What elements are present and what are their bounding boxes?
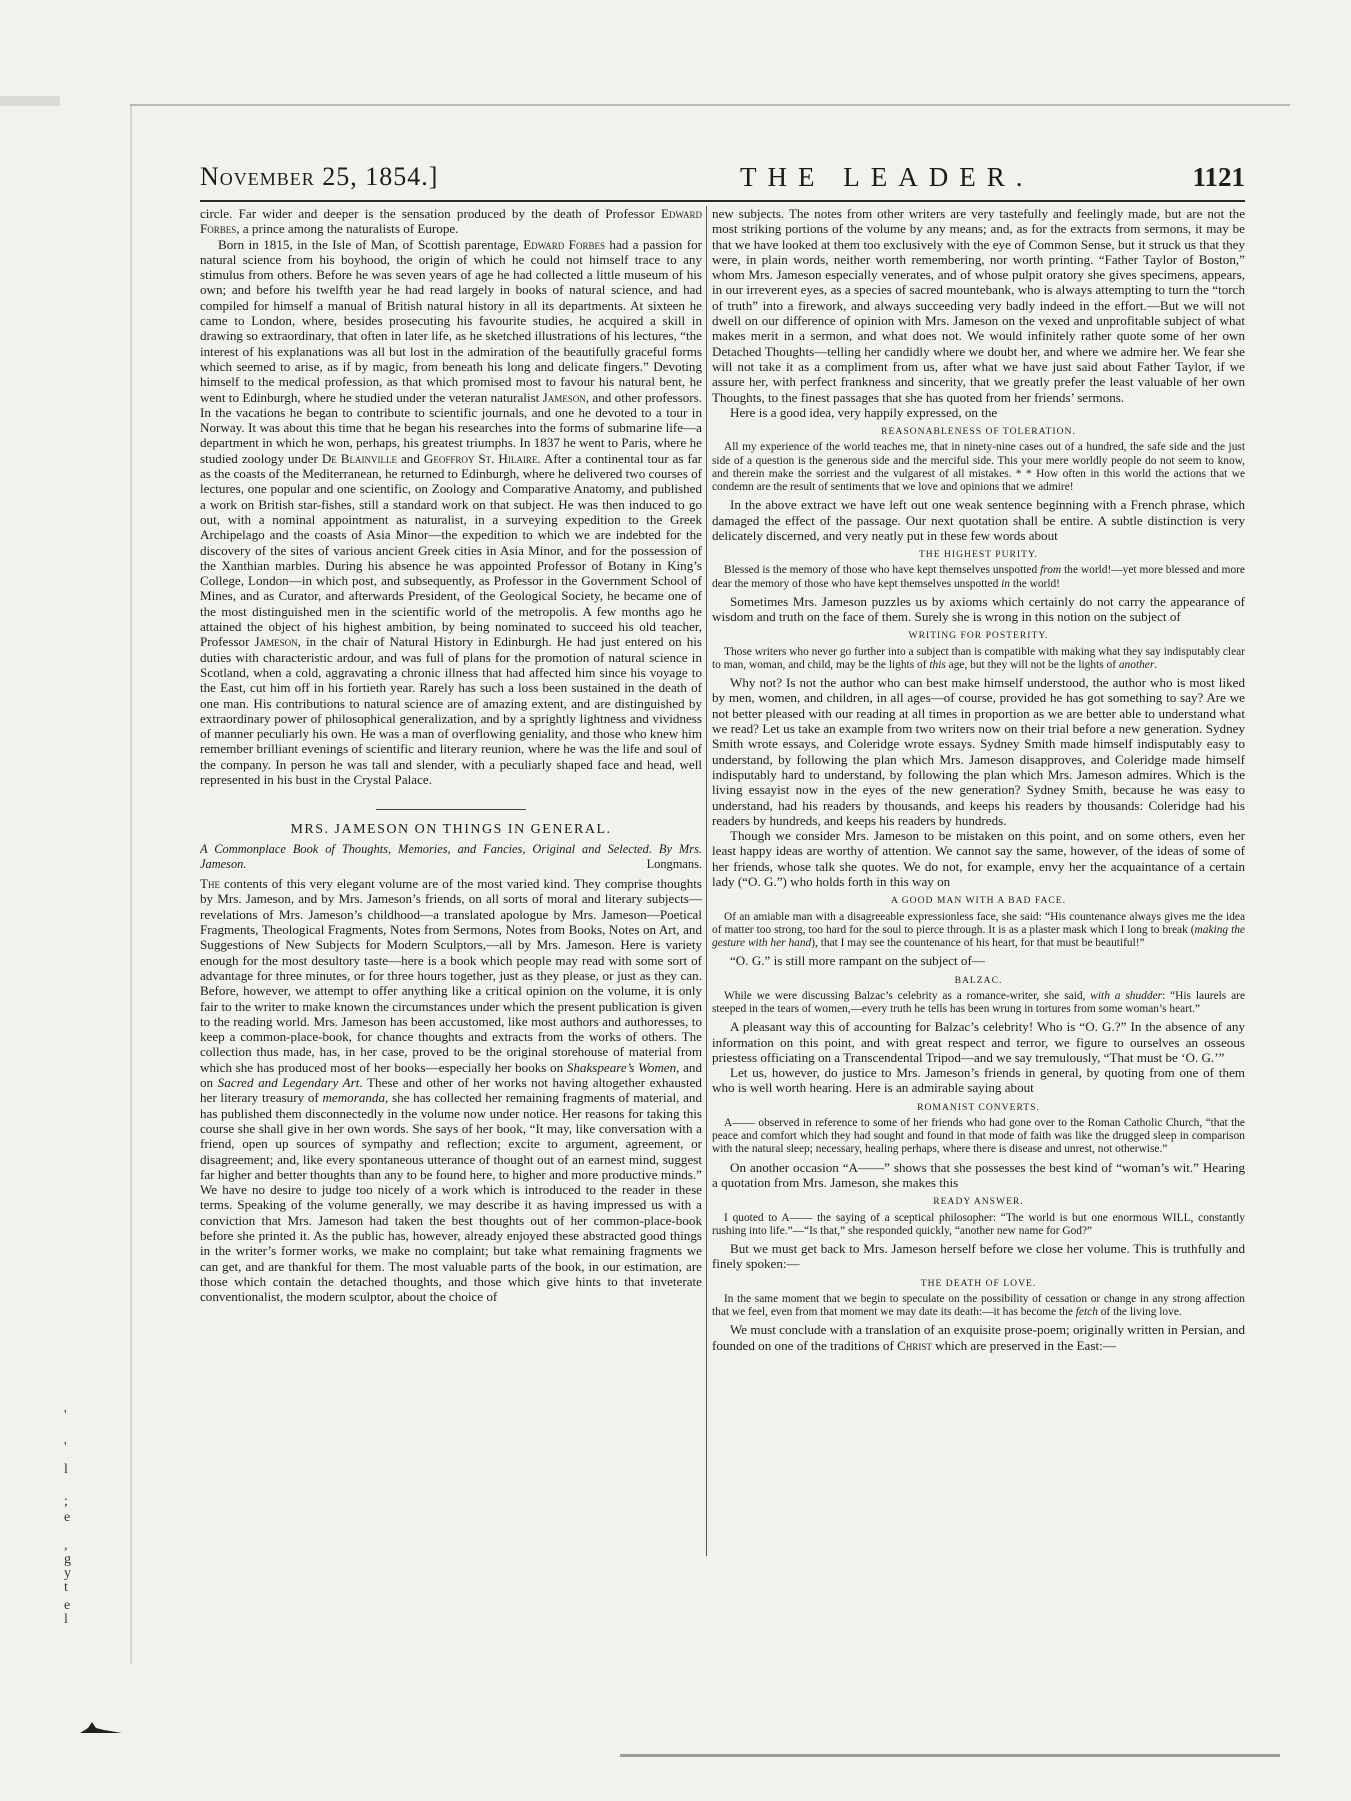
- publisher: Longmans.: [646, 856, 702, 871]
- scan-artifact: [620, 1754, 1280, 1757]
- issue-date: November 25, 1854.]: [200, 162, 439, 191]
- paragraph: In the above extract we have left out one weak sentence beginning with a French phrase, which damaged the effect of the passage. Our next quotation shall be entire. A subtle distinction is very delicately discerned, and very neatly put in these few words about: [712, 497, 1245, 543]
- paragraph: Though we consider Mrs. Jameson to be mistaken on this point, and on some others, even her least happy ideas are worthy of attention. We cannot say the same, however, of the ideas of some of her friends, whose talk she quotes. We do not, for example, envy her the acquaintance of a certain lady (“O. G.”) who holds forth in this way on: [712, 828, 1245, 890]
- extract: All my experience of the world teaches me, that in ninety-nine cases out of a hundred, the safe side and the just side of a question is the generous side and the merciful side. This your mere worldly people do not seem to know, and therein make the sorriest and the vulgarest of all mistakes. * * How often in this world the actions that we condemn are the result of sentiments that we love and opinions that we admire!: [712, 441, 1245, 494]
- paragraph: circle. Far wider and deeper is the sensation produced by the death of Professor Edward Forbes, a prince among the naturalists of Europe.: [200, 206, 702, 237]
- paragraph: Here is a good idea, very happily expressed, on the: [730, 404, 998, 420]
- header-rule: [200, 200, 1245, 202]
- paragraph: “O. G.” is still more rampant on the subject of—: [730, 953, 985, 969]
- paragraph: Born in 1815, in the Isle of Man, of Scottish parentage, Edward Forbes had a passion for natural science from his boyhood, the origin of which he could not himself trace to any stimulus from others. Before he was seven years of age he had collected a little museum of his own; and before his twelfth year he had read largely in books of natural science, and had compiled for himself a manual of British natural history in all its departments. At sixteen he came to London, where, besides prosecuting his favourite studies, he acquired a skill in drawing so extraordinary, that often in later life, as he sketched illustrations of his lectures, “the interest of his explanations was all but lost in the admiration of the beautifully graceful forms which seemed to arise, as if by magic, from beneath his long and delicate fingers.” Devoting himself to the medical profession, as that which promised most to favour his natural bent, he went to Edinburgh, where he studied under the veteran naturalist Jameson, and other professors. In the vacations he began to contribute to scientific journals, and one he devoted to a tour in Norway. It was about this time that he began his researches into the forms of submarine life—a department in which he won, perhaps, his greatest triumphs. In 1837 he went to Paris, where he studied zoology under De Blainville and Geoffroy St. Hilaire. After a continental tour as far as the coasts of the Mediterranean, he returned to Edinburgh, where he delivered two courses of lectures, one popular and one scientific, on Zoology and Comparative Anatomy, and published a work on British star-fishes, still a standard work on that subject. He was then induced to go out, with a nominal appointment as naturalist, in a surveying expedition to the Greek Archipelago and the coasts of Asia Minor—the expedition to which we are indebted for the discovery of the sites of various ancient Greek cities in Asia Minor, and for the possession of the Xanthian marbles. During his absence he was appointed Professor of Botany in King’s College, London—in which post, and subsequently, as Professor in the Government School of Mines, and as Curator, and afterwards President, of the Geological Society, he became one of the most distinguished men in the scientific world of the metropolis. A few months ago he attained the object of his highest ambition, by being nominated to succeed his old teacher, Professor Jameson, in the chair of Natural History in Edinburgh. He had just entered on his duties with characteristic ardour, and was full of plans for the promotion of natural science in Scotland, when a cold, aggravating a chronic illness that had affected him since his voyage to the East, cut him off in his fortieth year. Rarely has such a loss been sustained in the death of one man. His contributions to natural science are of amazing extent, and are distinguished by extraordinary power of philosophical generalization, and by a sprightly lightness and vividness of manner peculiarly his own. He was a man of overflowing geniality, and those who knew him remember brilliant evenings of scientific and literary reunion, where he was the life and soul of the company. In person he was tall and slender, with a peculiarly shaped face and head, well represented in his bust in the Crystal Palace.: [200, 236, 702, 787]
- extract-heading: READY ANSWER.: [933, 1196, 1024, 1208]
- extract-heading: THE HIGHEST PURITY.: [918, 549, 1039, 561]
- margin-char: g: [64, 1552, 71, 1567]
- paragraph: But we must get back to Mrs. Jameson herself before we close her volume. This is truthfully and finely spoken:—: [712, 1240, 1245, 1272]
- article-title: MRS. JAMESON ON THINGS IN GENERAL.: [290, 822, 612, 838]
- paragraph: Sometimes Mrs. Jameson puzzles us by axioms which certainly do not carry the appearance of wisdom and truth on the face of them. Surely she is wrong in this notion on the subject of: [712, 593, 1245, 625]
- extract: Those writers who never go further into a subject than is compatible with making what they say indisputably clear to man, woman, and child, may be the lights of this age, but they will not be the lights of another.: [712, 645, 1245, 671]
- margin-char: e: [64, 1510, 71, 1525]
- extract: Of an amiable man with a disagreeable expressionless face, she said: “His countenance always gives me the idea of matter too strong, too hard for the soul to pierce through. It is as a plaster mask which I long to break (making the gesture with her hand), that I may see the countenance of his heart, for that must be beautiful!”: [712, 910, 1245, 950]
- margin-char: l: [64, 1612, 68, 1627]
- left-column: [200, 206, 702, 1561]
- extract-heading: BALZAC.: [954, 974, 1003, 986]
- section-divider: [376, 809, 526, 810]
- margin-char: ': [64, 1440, 67, 1455]
- scan-artifact: [130, 104, 132, 1664]
- paragraph: A pleasant way this of accounting for Balzac’s celebrity! Who is “O. G.?” In the absence of any information on this point, and with great respect and terror, we figure to ourselves an osseous priestess officiating on a Transcendental Tripod—and we say tremulously, “That must be ‘O. G.’”: [712, 1019, 1245, 1065]
- right-column: [712, 206, 1245, 1516]
- margin-char: l: [64, 1462, 68, 1477]
- margin-char: ;: [64, 1494, 68, 1509]
- newspaper-title: THE LEADER.: [740, 162, 1034, 192]
- paragraph: The contents of this very elegant volume are of the most varied kind. They comprise thoughts by Mrs. Jameson, and by Mrs. Jameson’s friends, on all sorts of moral and literary subjects—revelations of Mrs. Jameson’s childhood—a translated apologue by Mrs. Jameson—Poetical Fragments, Theological Fragments, Notes from Sermons, Notes from Books, Notes on Art, and Suggestions of New Subjects for Modern Sculptors,—all by Mrs. Jameson. Here is variety enough for the most desultory taste—here is a book which people may read with some sort of advantage for three minutes, or for three hours together, just as they please, or just as they can. Before, however, we attempt to offer anything like a critical opinion on the volume, it is only fair to the writer to make known the circumstances under which the present publication is given to the reading world. Mrs. Jameson has been accustomed, like most authors and authoresses, to keep a common-place-book, for chance thoughts and extracts from the works of others. The collection thus made, has, in her case, proved to be the original storehouse of material from which she has produced most of her books—especially her books on Shakspeare’s Women, and on Sacred and Legendary Art. These and other of her works not having altogether exhausted her literary treasury of memoranda, she has collected her remaining fragments of material, and has published them disconnectedly in the volume now under notice. Her reasons for taking this course she shall give in her own words. She says of her book, “It may, like conversation with a friend, open up sources of sympathy and reflection; excite to argument, agreement, or disagreement; and, like every spontaneous utterance of thought out of an earnest mind, suggest far higher and better thoughts than any to be found here, to higher and more productive minds.” We have no desire to judge too nicely of a work which is introduced to the reader in these terms. Speaking of the volume generally, we may describe it as having impressed us with a conviction that Mrs. Jameson had taken the best thoughts out of her common-place-book before she printed it. As the public has, however, already enjoyed these abstracted good things in the writer’s former works, we make no complaint; but take what remaining fragments we can get, and are thankful for them. The most valuable parts of the book, in our estimation, are those which contain the detached thoughts, and those which give hints to that inveterate conventionalist, the modern sculptor, about the choice of: [200, 876, 702, 1305]
- extract: A—— observed in reference to some of her friends who had gone over to the Roman Catholic Church, “that the peace and comfort which they had sought and found in that mode of faith was like the drugged sleep in comparison with the natural sleep; necessary, healing perhaps, where there is disease and unrest, not otherwise.”: [712, 1117, 1245, 1156]
- extract-heading: THE DEATH OF LOVE.: [920, 1277, 1037, 1289]
- extract: I quoted to A—— the saying of a sceptical philosopher: “The world is but one enormous WILL, constantly rushing into life.”—“Is that,” she responded quickly, “another new name for God?”: [712, 1211, 1245, 1237]
- extract-heading: REASONABLENESS OF TOLERATION.: [881, 426, 1076, 438]
- printers-mark-icon: [78, 1720, 124, 1734]
- extract-heading: A GOOD MAN WITH A BAD FACE.: [890, 895, 1067, 907]
- extract-heading: WRITING FOR POSTERITY.: [908, 630, 1049, 642]
- margin-char: ,: [64, 1538, 68, 1553]
- paragraph: Let us, however, do justice to Mrs. Jameson’s friends in general, by quoting from one of them who is well worth hearing. Here is an admirable saying about: [712, 1065, 1245, 1096]
- margin-char: ': [64, 1408, 67, 1423]
- paragraph: On another occasion “A——” shows that she possesses the best kind of “woman’s wit.” Hearing a quotation from Mrs. Jameson, she makes this: [712, 1159, 1245, 1190]
- paragraph: new subjects. The notes from other writers are very tastefully and feelingly made, but are not the most striking portions of the volume by any means; and, as for the extracts from sermons, it may be that we have looked at them too exclusively with the eye of Common Sense, but it struck us that they were, in plain words, neither worth remembering, nor worth printing. “Father Taylor of Boston,” whom Mrs. Jameson especially venerates, and of whose pulpit oratory she gives specimens, appears, in our irreverent eyes, as a species of sacred mountebank, who is always attempting to turn the “torch of truth” into a firework, and always succeeding very badly indeed in the effort.—But we will not dwell on our difference of opinion with Mrs. Jameson on the vexed and unprofitable subject of what makes merit in a sermon, and what does not. We would infinitely rather quote some of her own Detached Thoughts—telling her candidly where we doubt her, and where we admire her. We fear she will not take it as a compliment from us, after what we have just said about Father Taylor, if we assure her, with perfect frankness and sincerity, that we greatly prefer the least valuable of her own Thoughts, to the finest passages that she has quoted from her friends’ sermons.: [712, 206, 1245, 405]
- paragraph: We must conclude with a translation of an exquisite prose-poem; originally written in Persian, and founded on one of the traditions of Christ which are preserved in the East:—: [712, 1322, 1245, 1353]
- margin-char: y: [64, 1566, 71, 1581]
- extract-heading: ROMANIST CONVERTS.: [917, 1101, 1040, 1113]
- margin-char: t: [64, 1580, 68, 1595]
- extract: In the same moment that we begin to speculate on the possibility of cessation or change in any strong affection that we feel, even from that moment we may date its death:—it has become the fetch of the living love.: [712, 1292, 1245, 1318]
- extract: Blessed is the memory of those who have kept themselves unspotted from the world!—yet more blessed and more dear the memory of those who have kept themselves unspotted in the world!: [712, 564, 1245, 590]
- scan-artifact: [130, 104, 1290, 106]
- book-reference: A Commonplace Book of Thoughts, Memories, and Fancies, Original and Selected. By Mrs. Jameson. Longmans.: [200, 841, 702, 871]
- paragraph: Why not? Is not the author who can best make himself understood, the author who is most liked by men, women, and children, in all ages—of course, provided he has got something to say? Are we not better pleased with our reading at all times in proportion as we are better able to understand what we read? Let us take an example from two writers now on their trial before a new generation. Sydney Smith wrote essays, and Coleridge wrote essays. Sydney Smith made himself indisputably easy to understand, by following the plan which Mrs. Jameson disapproves, and Coleridge made himself indisputably hard to understand, by following the plan which Mrs. Jameson admires. Which is the living essayist now in the eyes of the new generation? Sydney Smith, because he was easy to understand, had his readers by thousands, and keeps his readers by thousands: Coleridge had his readers by hundreds, and keeps his readers by hundreds.: [712, 675, 1245, 828]
- column-rule: [706, 206, 707, 1556]
- extract: While we were discussing Balzac’s celebrity as a romance-writer, she said, with a shudder: “His laurels are steeped in the tears of women,—every truth he tells has been wrung in tortures from some woman’s heart.”: [712, 989, 1245, 1016]
- masthead: [200, 158, 1245, 198]
- scan-artifact: [0, 96, 60, 106]
- page-number: 1121: [1192, 162, 1245, 192]
- margin-char: e: [64, 1598, 71, 1613]
